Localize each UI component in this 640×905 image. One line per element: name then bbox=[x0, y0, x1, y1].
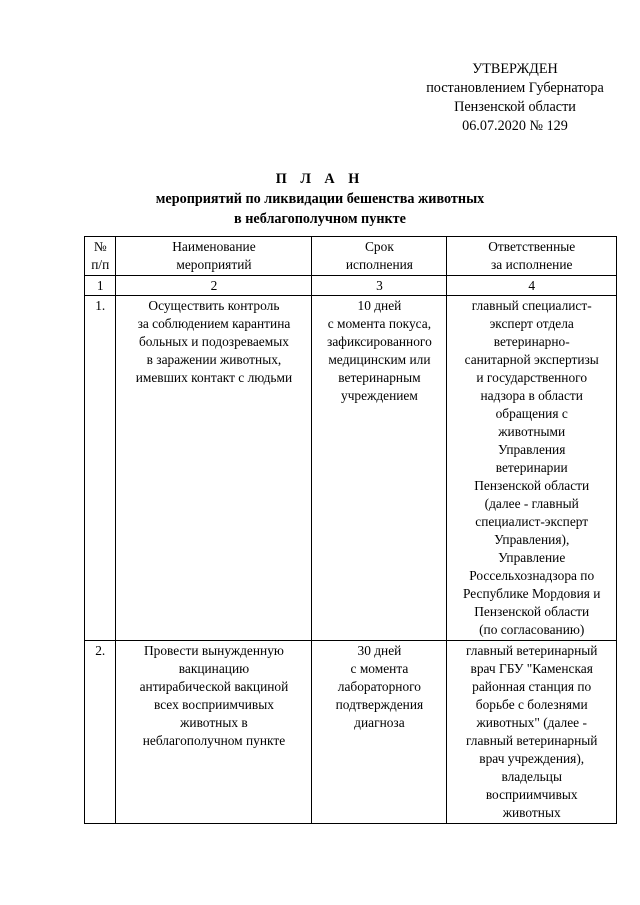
approval-region: Пензенской области bbox=[454, 99, 576, 115]
header-number: № п/п bbox=[85, 237, 116, 276]
table-header-row bbox=[85, 237, 617, 276]
row-responsible: главный специалист- эксперт отдела ветеринарно- санитарной экспертизы и государственного надзора в области обращения с животными Управления ветеринарии Пензенской области (далее - главный специалист-эксперт Управления), Управление Россельхознадзора по Республике Мордовия и Пензенской области (по согласованию) bbox=[447, 296, 617, 641]
table-row bbox=[85, 296, 617, 641]
row-number: 2. bbox=[85, 641, 116, 824]
document-title bbox=[0, 169, 640, 229]
row-measure: Осуществить контроль за соблюдением карантина больных и подозреваемых в заражении животных, имевших контакт с людьми bbox=[116, 296, 312, 641]
approval-decree: постановлением Губернатора bbox=[426, 80, 604, 96]
column-number: 3 bbox=[312, 276, 447, 296]
title-location: в неблагополучном пункте bbox=[234, 211, 406, 227]
column-numbers-row bbox=[85, 276, 617, 296]
approval-title: УТВЕРЖДЕН bbox=[472, 61, 558, 77]
title-subject: мероприятий по ликвидации бешенства животных bbox=[155, 191, 485, 207]
table-row bbox=[85, 641, 617, 824]
column-number: 1 bbox=[85, 276, 116, 296]
header-responsible: Ответственные за исполнение bbox=[447, 237, 617, 276]
row-number: 1. bbox=[85, 296, 116, 641]
column-number: 2 bbox=[116, 276, 312, 296]
row-term: 10 дней с момента покуса, зафиксированного медицинским или ветеринарным учреждением bbox=[312, 296, 447, 641]
row-measure: Провести вынужденную вакцинацию антирабической вакциной всех восприимчивых животных в неблагополучном пункте bbox=[116, 641, 312, 824]
column-number: 4 bbox=[447, 276, 617, 296]
header-name: Наименование мероприятий bbox=[116, 237, 312, 276]
approval-date-number: 06.07.2020 № 129 bbox=[462, 118, 568, 134]
header-term: Срок исполнения bbox=[312, 237, 447, 276]
approval-stamp bbox=[400, 60, 630, 136]
title-plan: П Л А Н bbox=[275, 171, 365, 187]
plan-table bbox=[84, 236, 617, 824]
row-responsible: главный ветеринарный врач ГБУ "Каменская районная станция по борьбе с болезнями животных" (далее - главный ветеринарный врач учреждения), владельцы восприимчивых животных bbox=[447, 641, 617, 824]
row-term: 30 дней с момента лабораторного подтверждения диагноза bbox=[312, 641, 447, 824]
